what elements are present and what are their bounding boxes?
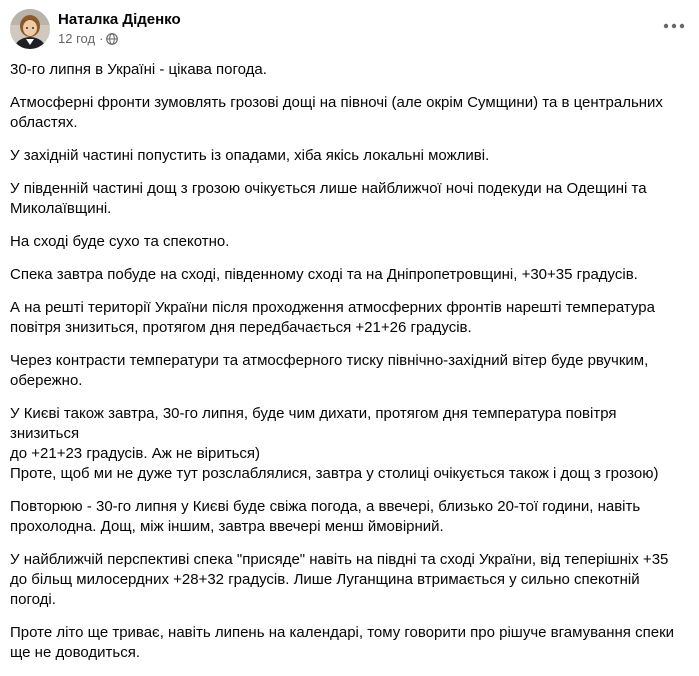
author-name[interactable]: Наталка Діденко <box>58 11 181 28</box>
author-avatar[interactable] <box>10 9 50 49</box>
post-paragraph: А на решті території України після проходження атмосферних фронтів нарешті температура повітря знизиться, протягом дня передбачається +21+26 градусів. <box>10 299 655 336</box>
globe-icon[interactable] <box>106 33 118 45</box>
post-paragraph: Проте літо ще триває, навіть липень на календарі, тому говорити про рішуче вгамування спеки ще не доводиться. <box>10 624 675 661</box>
more-horizontal-icon <box>663 23 685 29</box>
post-paragraph: Повторюю - 30-го липня у Києві буде свіжа погода, а ввечері, близько 20-тої години, навіть прохолодна. Дощ, між іншим, завтра ввечері менш ймовірний. <box>10 498 641 535</box>
author-block <box>58 10 181 47</box>
more-options-button[interactable] <box>659 14 689 38</box>
post-paragraph: Через контрасти температури та атмосферного тиску північно-західний вітер буде рвучким, обережно. <box>10 352 649 389</box>
post-paragraph: Спека завтра побуде на сході, південному сході та на Дніпропетровщині, +30+35 градусів. <box>10 266 638 283</box>
post-meta <box>58 31 181 47</box>
post-paragraph: У найближчій перспективі спека "присяде" навіть на півдні та сході України, від теперішніх +35 до більщ милосердних +28+32 градусів. Лише Луганщина втримається у сильно спекотній погоді. <box>10 551 669 608</box>
post-paragraph: У Києві також завтра, 30-го липня, буде чим дихати, протягом дня температура повітря знизиться до +21+23 градусів. Аж не віриться) Проте, щоб ми не дуже тут розслаблялися, завтра у столиці очікується також і дощ з грозою) <box>10 405 659 482</box>
post-paragraph: 30-го липня в Україні - цікава погода. <box>10 61 267 78</box>
meta-separator: · <box>99 31 104 46</box>
avatar-image <box>10 9 50 49</box>
post-timestamp[interactable]: 12 год <box>58 31 96 46</box>
post-paragraph: Атмосферні фронти зумовлять грозові дощі на півночі (але окрім Сумщини) та в центральних областях. <box>10 94 663 131</box>
post-header <box>10 8 689 52</box>
post-body <box>10 60 681 676</box>
post-paragraph: У південній частині дощ з грозою очікується лише найближчої ночі подекуди на Одещині та Миколаївщині. <box>10 180 647 217</box>
post-paragraph: На сході буде сухо та спекотно. <box>10 233 230 250</box>
post-paragraph: У західній частині попустить із опадами, хіба якісь локальні можливі. <box>10 147 490 164</box>
